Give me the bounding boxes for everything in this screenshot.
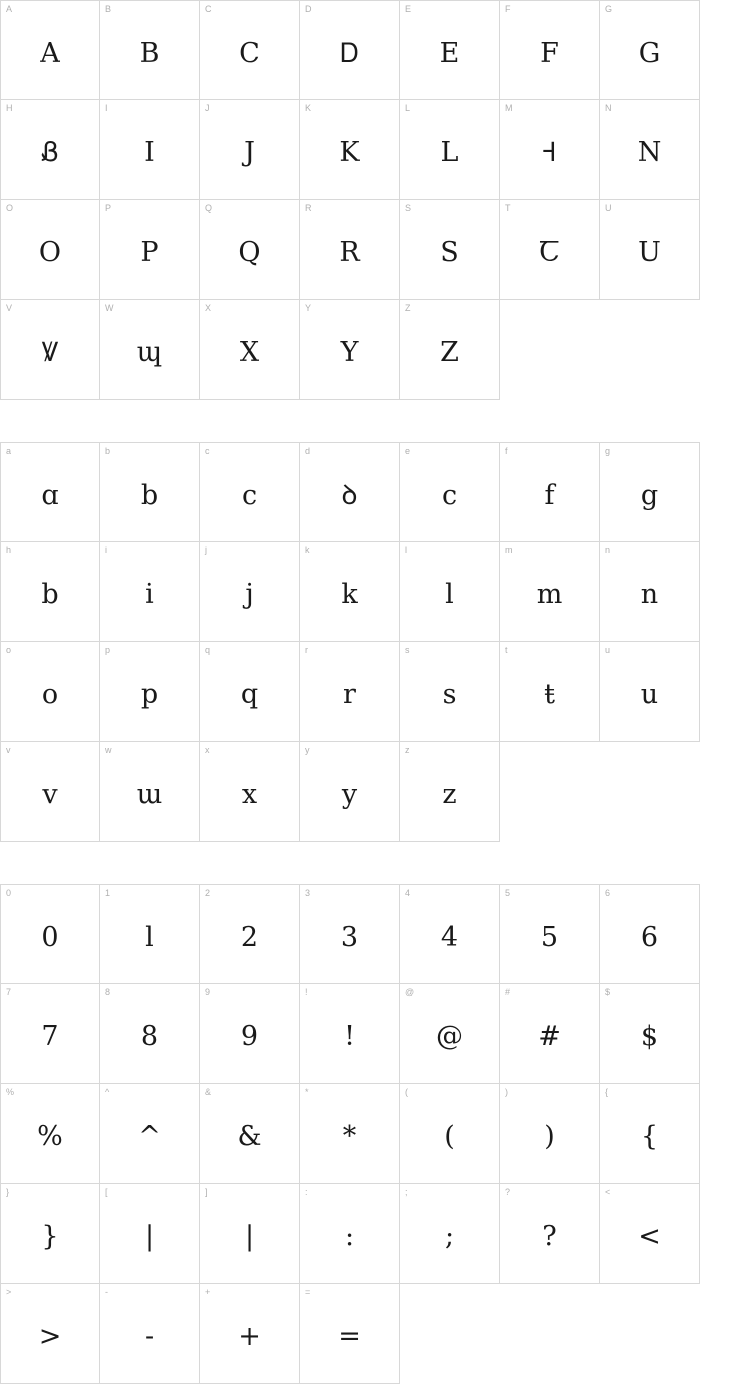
char-cell-glyph: Q bbox=[238, 237, 261, 268]
char-cell-label: L bbox=[405, 103, 411, 113]
char-cell-glyph: p bbox=[140, 679, 159, 710]
char-cell-label: 2 bbox=[205, 888, 211, 898]
char-cell-glyph: g bbox=[640, 479, 659, 511]
char-cell-label: B bbox=[105, 4, 112, 14]
char-cell-glyph: Ꟶ bbox=[542, 137, 557, 168]
char-cell-label: n bbox=[605, 545, 611, 555]
char-cell-glyph: % bbox=[37, 1121, 63, 1152]
char-cell[interactable] bbox=[100, 742, 200, 842]
char-cell[interactable] bbox=[200, 1184, 300, 1284]
char-cell-label: # bbox=[505, 987, 511, 997]
char-cell[interactable] bbox=[500, 0, 600, 100]
char-cell-label: Z bbox=[405, 303, 411, 313]
char-cell[interactable] bbox=[500, 884, 600, 984]
char-cell-label: l bbox=[405, 545, 407, 555]
char-cell-glyph: 4 bbox=[440, 921, 459, 953]
char-cell[interactable] bbox=[300, 1184, 400, 1284]
char-cell[interactable] bbox=[600, 984, 700, 1084]
char-cell[interactable] bbox=[500, 984, 600, 1084]
char-cell[interactable] bbox=[200, 1084, 300, 1184]
char-cell[interactable] bbox=[400, 200, 500, 300]
char-cell[interactable] bbox=[0, 542, 100, 642]
char-cell[interactable] bbox=[300, 100, 400, 200]
char-cell-glyph: 2 bbox=[240, 921, 259, 953]
char-cell-label: r bbox=[305, 645, 308, 655]
char-cell-glyph: ɰ bbox=[136, 337, 163, 368]
char-cell[interactable] bbox=[200, 984, 300, 1084]
char-cell-label: v bbox=[6, 745, 11, 755]
char-cell[interactable] bbox=[0, 1184, 100, 1284]
char-cell[interactable] bbox=[500, 442, 600, 542]
char-cell[interactable] bbox=[100, 1184, 200, 1284]
char-cell-glyph: v bbox=[42, 779, 58, 810]
char-cell-glyph: k bbox=[341, 579, 358, 610]
char-cell-label: $ bbox=[605, 987, 611, 997]
char-cell-glyph: ? bbox=[542, 1221, 557, 1252]
section-divider-2 bbox=[0, 842, 740, 884]
char-cell-glyph: ^ bbox=[138, 1121, 161, 1152]
digits-symbols-grid bbox=[0, 884, 700, 1384]
char-cell[interactable] bbox=[600, 442, 700, 542]
char-cell-glyph: n bbox=[640, 579, 659, 610]
char-cell-label: g bbox=[605, 446, 611, 456]
char-cell-glyph: Y bbox=[340, 337, 359, 368]
char-cell[interactable] bbox=[300, 1084, 400, 1184]
char-cell[interactable] bbox=[500, 642, 600, 742]
char-cell[interactable] bbox=[200, 642, 300, 742]
char-cell-glyph: q bbox=[240, 679, 259, 710]
char-cell-label: 6 bbox=[605, 888, 611, 898]
char-cell-label: q bbox=[205, 645, 211, 655]
char-cell-label: z bbox=[405, 745, 410, 755]
char-cell-glyph: B bbox=[139, 37, 160, 69]
char-cell-glyph: f bbox=[544, 479, 555, 511]
char-cell-glyph: ; bbox=[444, 1221, 455, 1252]
char-cell-glyph: j bbox=[245, 579, 254, 610]
char-cell-label: Y bbox=[305, 303, 312, 313]
char-cell-label: G bbox=[605, 4, 613, 14]
char-cell-label: S bbox=[405, 203, 412, 213]
char-cell[interactable] bbox=[0, 1284, 100, 1384]
char-cell-label: d bbox=[305, 446, 311, 456]
char-cell-glyph: l bbox=[445, 579, 454, 610]
char-cell-label: f bbox=[505, 446, 508, 456]
char-cell-glyph: c bbox=[441, 479, 458, 511]
char-cell-label: J bbox=[205, 103, 210, 113]
char-cell-glyph: F bbox=[540, 37, 559, 69]
char-cell[interactable] bbox=[300, 984, 400, 1084]
char-cell[interactable] bbox=[0, 100, 100, 200]
char-cell-glyph: { bbox=[640, 1121, 659, 1152]
char-cell-label: I bbox=[105, 103, 108, 113]
char-cell-glyph: ! bbox=[344, 1021, 355, 1052]
char-cell-label: C bbox=[205, 4, 212, 14]
char-cell[interactable] bbox=[100, 542, 200, 642]
char-cell-label: E bbox=[405, 4, 412, 14]
char-cell-label: X bbox=[205, 303, 212, 313]
char-cell-glyph: | bbox=[244, 1221, 255, 1252]
char-cell[interactable] bbox=[400, 642, 500, 742]
char-cell-glyph: ) bbox=[544, 1121, 555, 1152]
char-cell-glyph: & bbox=[237, 1121, 262, 1152]
char-cell-glyph: $ bbox=[640, 1021, 659, 1052]
char-cell-label: 3 bbox=[305, 888, 311, 898]
char-cell-glyph: l bbox=[145, 921, 154, 953]
char-cell-glyph: c bbox=[241, 479, 258, 511]
char-cell[interactable] bbox=[600, 642, 700, 742]
char-cell[interactable] bbox=[300, 1284, 400, 1384]
char-cell-label: > bbox=[6, 1287, 12, 1297]
char-cell-label: K bbox=[305, 103, 312, 113]
char-cell[interactable] bbox=[300, 442, 400, 542]
char-cell-label: O bbox=[6, 203, 14, 213]
char-cell-glyph: U bbox=[638, 237, 661, 268]
char-cell-label: 0 bbox=[6, 888, 12, 898]
char-cell-label: x bbox=[205, 745, 210, 755]
char-cell-label: i bbox=[105, 545, 107, 555]
char-cell-glyph: 8 bbox=[140, 1021, 159, 1052]
char-cell[interactable] bbox=[600, 884, 700, 984]
char-cell-label: + bbox=[205, 1287, 211, 1297]
char-cell[interactable] bbox=[100, 100, 200, 200]
char-cell-label: a bbox=[6, 446, 12, 456]
char-cell[interactable] bbox=[200, 200, 300, 300]
char-cell-glyph: m bbox=[536, 579, 563, 610]
char-cell-label: ^ bbox=[105, 1087, 110, 1097]
char-cell-glyph: : bbox=[344, 1221, 355, 1252]
char-cell-glyph: # bbox=[538, 1021, 561, 1052]
char-cell[interactable] bbox=[600, 100, 700, 200]
char-cell-label: ! bbox=[305, 987, 308, 997]
char-cell-label: } bbox=[6, 1187, 10, 1197]
char-cell[interactable] bbox=[100, 884, 200, 984]
char-cell-glyph: ꝺ bbox=[341, 479, 358, 511]
char-cell-label: 1 bbox=[105, 888, 111, 898]
char-cell[interactable] bbox=[200, 442, 300, 542]
char-cell-glyph: z bbox=[442, 779, 457, 810]
char-cell-glyph: ɑ bbox=[41, 479, 59, 511]
char-cell-label: H bbox=[6, 103, 13, 113]
char-cell-label: k bbox=[305, 545, 310, 555]
char-cell[interactable] bbox=[400, 300, 500, 400]
char-cell[interactable] bbox=[500, 1084, 600, 1184]
char-cell-label: ) bbox=[505, 1087, 508, 1097]
char-cell-glyph: = bbox=[338, 1321, 361, 1352]
char-cell[interactable] bbox=[400, 542, 500, 642]
char-cell-glyph: L bbox=[440, 137, 459, 168]
char-cell-label: t bbox=[505, 645, 508, 655]
char-cell-label: V bbox=[6, 303, 13, 313]
char-cell[interactable] bbox=[100, 300, 200, 400]
char-cell[interactable] bbox=[500, 100, 600, 200]
char-cell[interactable] bbox=[400, 884, 500, 984]
char-cell[interactable] bbox=[200, 1284, 300, 1384]
char-cell-glyph: s bbox=[442, 679, 457, 710]
char-cell-glyph: 0 bbox=[41, 921, 59, 953]
char-cell-glyph: * bbox=[342, 1121, 357, 1152]
char-cell-glyph: ŧ bbox=[544, 679, 555, 710]
char-cell-glyph: < bbox=[638, 1221, 661, 1252]
char-cell-glyph: r bbox=[343, 679, 356, 710]
char-cell[interactable] bbox=[400, 442, 500, 542]
char-cell-label: u bbox=[605, 645, 611, 655]
char-cell-label: R bbox=[305, 203, 312, 213]
section-divider-1 bbox=[0, 400, 740, 442]
char-cell-glyph: O bbox=[38, 237, 62, 268]
char-cell-glyph: J bbox=[244, 137, 255, 168]
char-cell-label: j bbox=[205, 545, 207, 555]
char-cell-label: 8 bbox=[105, 987, 111, 997]
char-cell[interactable] bbox=[600, 1084, 700, 1184]
char-cell-glyph: N bbox=[637, 137, 662, 168]
char-cell-glyph: Ꞇ bbox=[539, 237, 560, 268]
char-cell-label: < bbox=[605, 1187, 611, 1197]
char-cell-glyph: X bbox=[239, 337, 260, 368]
char-cell[interactable] bbox=[100, 1084, 200, 1184]
char-cell-glyph: u bbox=[640, 679, 659, 710]
char-cell-label: { bbox=[605, 1087, 609, 1097]
char-cell-label: D bbox=[305, 4, 312, 14]
section-uppercase bbox=[0, 0, 740, 400]
char-cell[interactable] bbox=[0, 200, 100, 300]
char-cell-label: 5 bbox=[505, 888, 511, 898]
char-cell[interactable] bbox=[400, 0, 500, 100]
char-cell[interactable] bbox=[500, 1184, 600, 1284]
char-cell-label: y bbox=[305, 745, 310, 755]
char-cell-label: T bbox=[505, 203, 511, 213]
char-cell-glyph: i bbox=[145, 579, 154, 610]
char-cell-label: 4 bbox=[405, 888, 411, 898]
lowercase-grid bbox=[0, 442, 700, 842]
char-cell[interactable] bbox=[200, 300, 300, 400]
char-cell-glyph: } bbox=[41, 1221, 59, 1252]
char-cell-label: - bbox=[105, 1287, 108, 1297]
char-cell[interactable] bbox=[600, 200, 700, 300]
char-cell-glyph: 5 bbox=[540, 921, 559, 953]
char-cell-glyph: 9 bbox=[240, 1021, 259, 1052]
section-lowercase bbox=[0, 442, 740, 842]
char-cell-glyph: Ꝟ bbox=[41, 337, 59, 368]
char-cell-label: Q bbox=[205, 203, 213, 213]
char-cell[interactable] bbox=[600, 542, 700, 642]
char-cell-glyph: 3 bbox=[340, 921, 359, 953]
char-cell[interactable] bbox=[0, 300, 100, 400]
char-cell-label: h bbox=[6, 545, 12, 555]
char-cell-glyph: E bbox=[439, 37, 460, 69]
char-cell-glyph: @ bbox=[436, 1021, 463, 1052]
char-cell[interactable] bbox=[600, 0, 700, 100]
char-cell-label: ? bbox=[505, 1187, 511, 1197]
char-cell-label: % bbox=[6, 1087, 15, 1097]
char-cell-label: b bbox=[105, 446, 111, 456]
char-cell-glyph: y bbox=[341, 779, 358, 810]
char-cell-label: * bbox=[305, 1087, 309, 1097]
char-cell-glyph: + bbox=[238, 1321, 261, 1352]
char-cell-label: [ bbox=[105, 1187, 108, 1197]
char-cell-label: A bbox=[6, 4, 13, 14]
char-cell-label: & bbox=[205, 1087, 212, 1097]
char-cell[interactable] bbox=[0, 884, 100, 984]
char-cell-glyph: R bbox=[339, 237, 360, 268]
char-cell[interactable] bbox=[400, 984, 500, 1084]
char-cell-glyph: S bbox=[440, 237, 459, 268]
char-cell-label: ( bbox=[405, 1087, 408, 1097]
char-cell[interactable] bbox=[300, 300, 400, 400]
char-cell-glyph: x bbox=[241, 779, 258, 810]
char-cell-glyph: | bbox=[144, 1221, 155, 1252]
char-cell-label: m bbox=[505, 545, 513, 555]
char-cell-label: ; bbox=[405, 1187, 408, 1197]
char-cell-label: p bbox=[105, 645, 111, 655]
char-cell[interactable] bbox=[300, 200, 400, 300]
char-cell-glyph: b bbox=[41, 579, 59, 610]
char-cell-label: : bbox=[305, 1187, 308, 1197]
char-cell-glyph: C bbox=[239, 37, 260, 69]
char-cell-label: M bbox=[505, 103, 513, 113]
char-cell-label: c bbox=[205, 446, 210, 456]
char-cell[interactable] bbox=[300, 0, 400, 100]
char-cell-label: s bbox=[405, 645, 410, 655]
char-cell-glyph: > bbox=[38, 1321, 62, 1352]
char-cell[interactable] bbox=[300, 542, 400, 642]
char-cell-glyph: b bbox=[140, 479, 159, 511]
char-cell-glyph: P bbox=[140, 237, 159, 268]
char-cell-glyph: Ꭰ bbox=[340, 37, 359, 69]
char-cell-glyph: - bbox=[144, 1321, 155, 1352]
char-cell[interactable] bbox=[100, 442, 200, 542]
char-cell[interactable] bbox=[500, 200, 600, 300]
char-cell[interactable] bbox=[300, 884, 400, 984]
char-cell-glyph: A bbox=[40, 37, 60, 69]
section-digits-and-symbols bbox=[0, 884, 740, 1384]
char-cell-glyph: 7 bbox=[41, 1021, 59, 1052]
char-cell[interactable] bbox=[0, 742, 100, 842]
char-cell-label: o bbox=[6, 645, 12, 655]
char-cell[interactable] bbox=[0, 1084, 100, 1184]
char-cell-glyph: Z bbox=[440, 337, 459, 368]
char-cell-label: ] bbox=[205, 1187, 208, 1197]
char-cell[interactable] bbox=[0, 0, 100, 100]
char-cell[interactable] bbox=[200, 742, 300, 842]
char-cell-label: = bbox=[305, 1287, 311, 1297]
char-cell-glyph: ( bbox=[444, 1121, 455, 1152]
char-cell[interactable] bbox=[400, 1084, 500, 1184]
char-cell-glyph: Ᏸ bbox=[41, 137, 59, 168]
char-cell[interactable] bbox=[400, 100, 500, 200]
char-cell[interactable] bbox=[100, 984, 200, 1084]
char-cell[interactable] bbox=[100, 0, 200, 100]
char-cell-label: 9 bbox=[205, 987, 211, 997]
uppercase-grid bbox=[0, 0, 700, 400]
char-cell-label: P bbox=[105, 203, 112, 213]
char-cell-label: U bbox=[605, 203, 612, 213]
char-cell[interactable] bbox=[500, 542, 600, 642]
char-cell[interactable] bbox=[200, 0, 300, 100]
char-cell[interactable] bbox=[0, 642, 100, 742]
char-cell[interactable] bbox=[400, 1184, 500, 1284]
char-cell-glyph: K bbox=[339, 137, 360, 168]
char-cell[interactable] bbox=[100, 642, 200, 742]
char-cell-label: e bbox=[405, 446, 411, 456]
char-cell-label: w bbox=[105, 745, 112, 755]
char-cell[interactable] bbox=[0, 442, 100, 542]
char-cell[interactable] bbox=[400, 742, 500, 842]
char-cell[interactable] bbox=[200, 884, 300, 984]
char-cell-glyph: G bbox=[638, 37, 661, 69]
char-cell-label: N bbox=[605, 103, 612, 113]
char-cell[interactable] bbox=[200, 100, 300, 200]
char-cell[interactable] bbox=[100, 200, 200, 300]
char-cell-glyph: ɯ bbox=[136, 779, 163, 810]
char-cell-glyph: o bbox=[41, 679, 59, 710]
char-cell-label: 7 bbox=[6, 987, 12, 997]
char-cell[interactable] bbox=[200, 542, 300, 642]
char-cell-glyph: I bbox=[144, 137, 155, 168]
char-cell[interactable] bbox=[600, 1184, 700, 1284]
char-cell-glyph: 6 bbox=[640, 921, 659, 953]
char-cell[interactable] bbox=[300, 642, 400, 742]
char-cell-label: W bbox=[105, 303, 114, 313]
char-cell-label: F bbox=[505, 4, 511, 14]
char-cell-label: @ bbox=[405, 987, 415, 997]
char-cell[interactable] bbox=[100, 1284, 200, 1384]
char-cell[interactable] bbox=[0, 984, 100, 1084]
char-cell[interactable] bbox=[300, 742, 400, 842]
